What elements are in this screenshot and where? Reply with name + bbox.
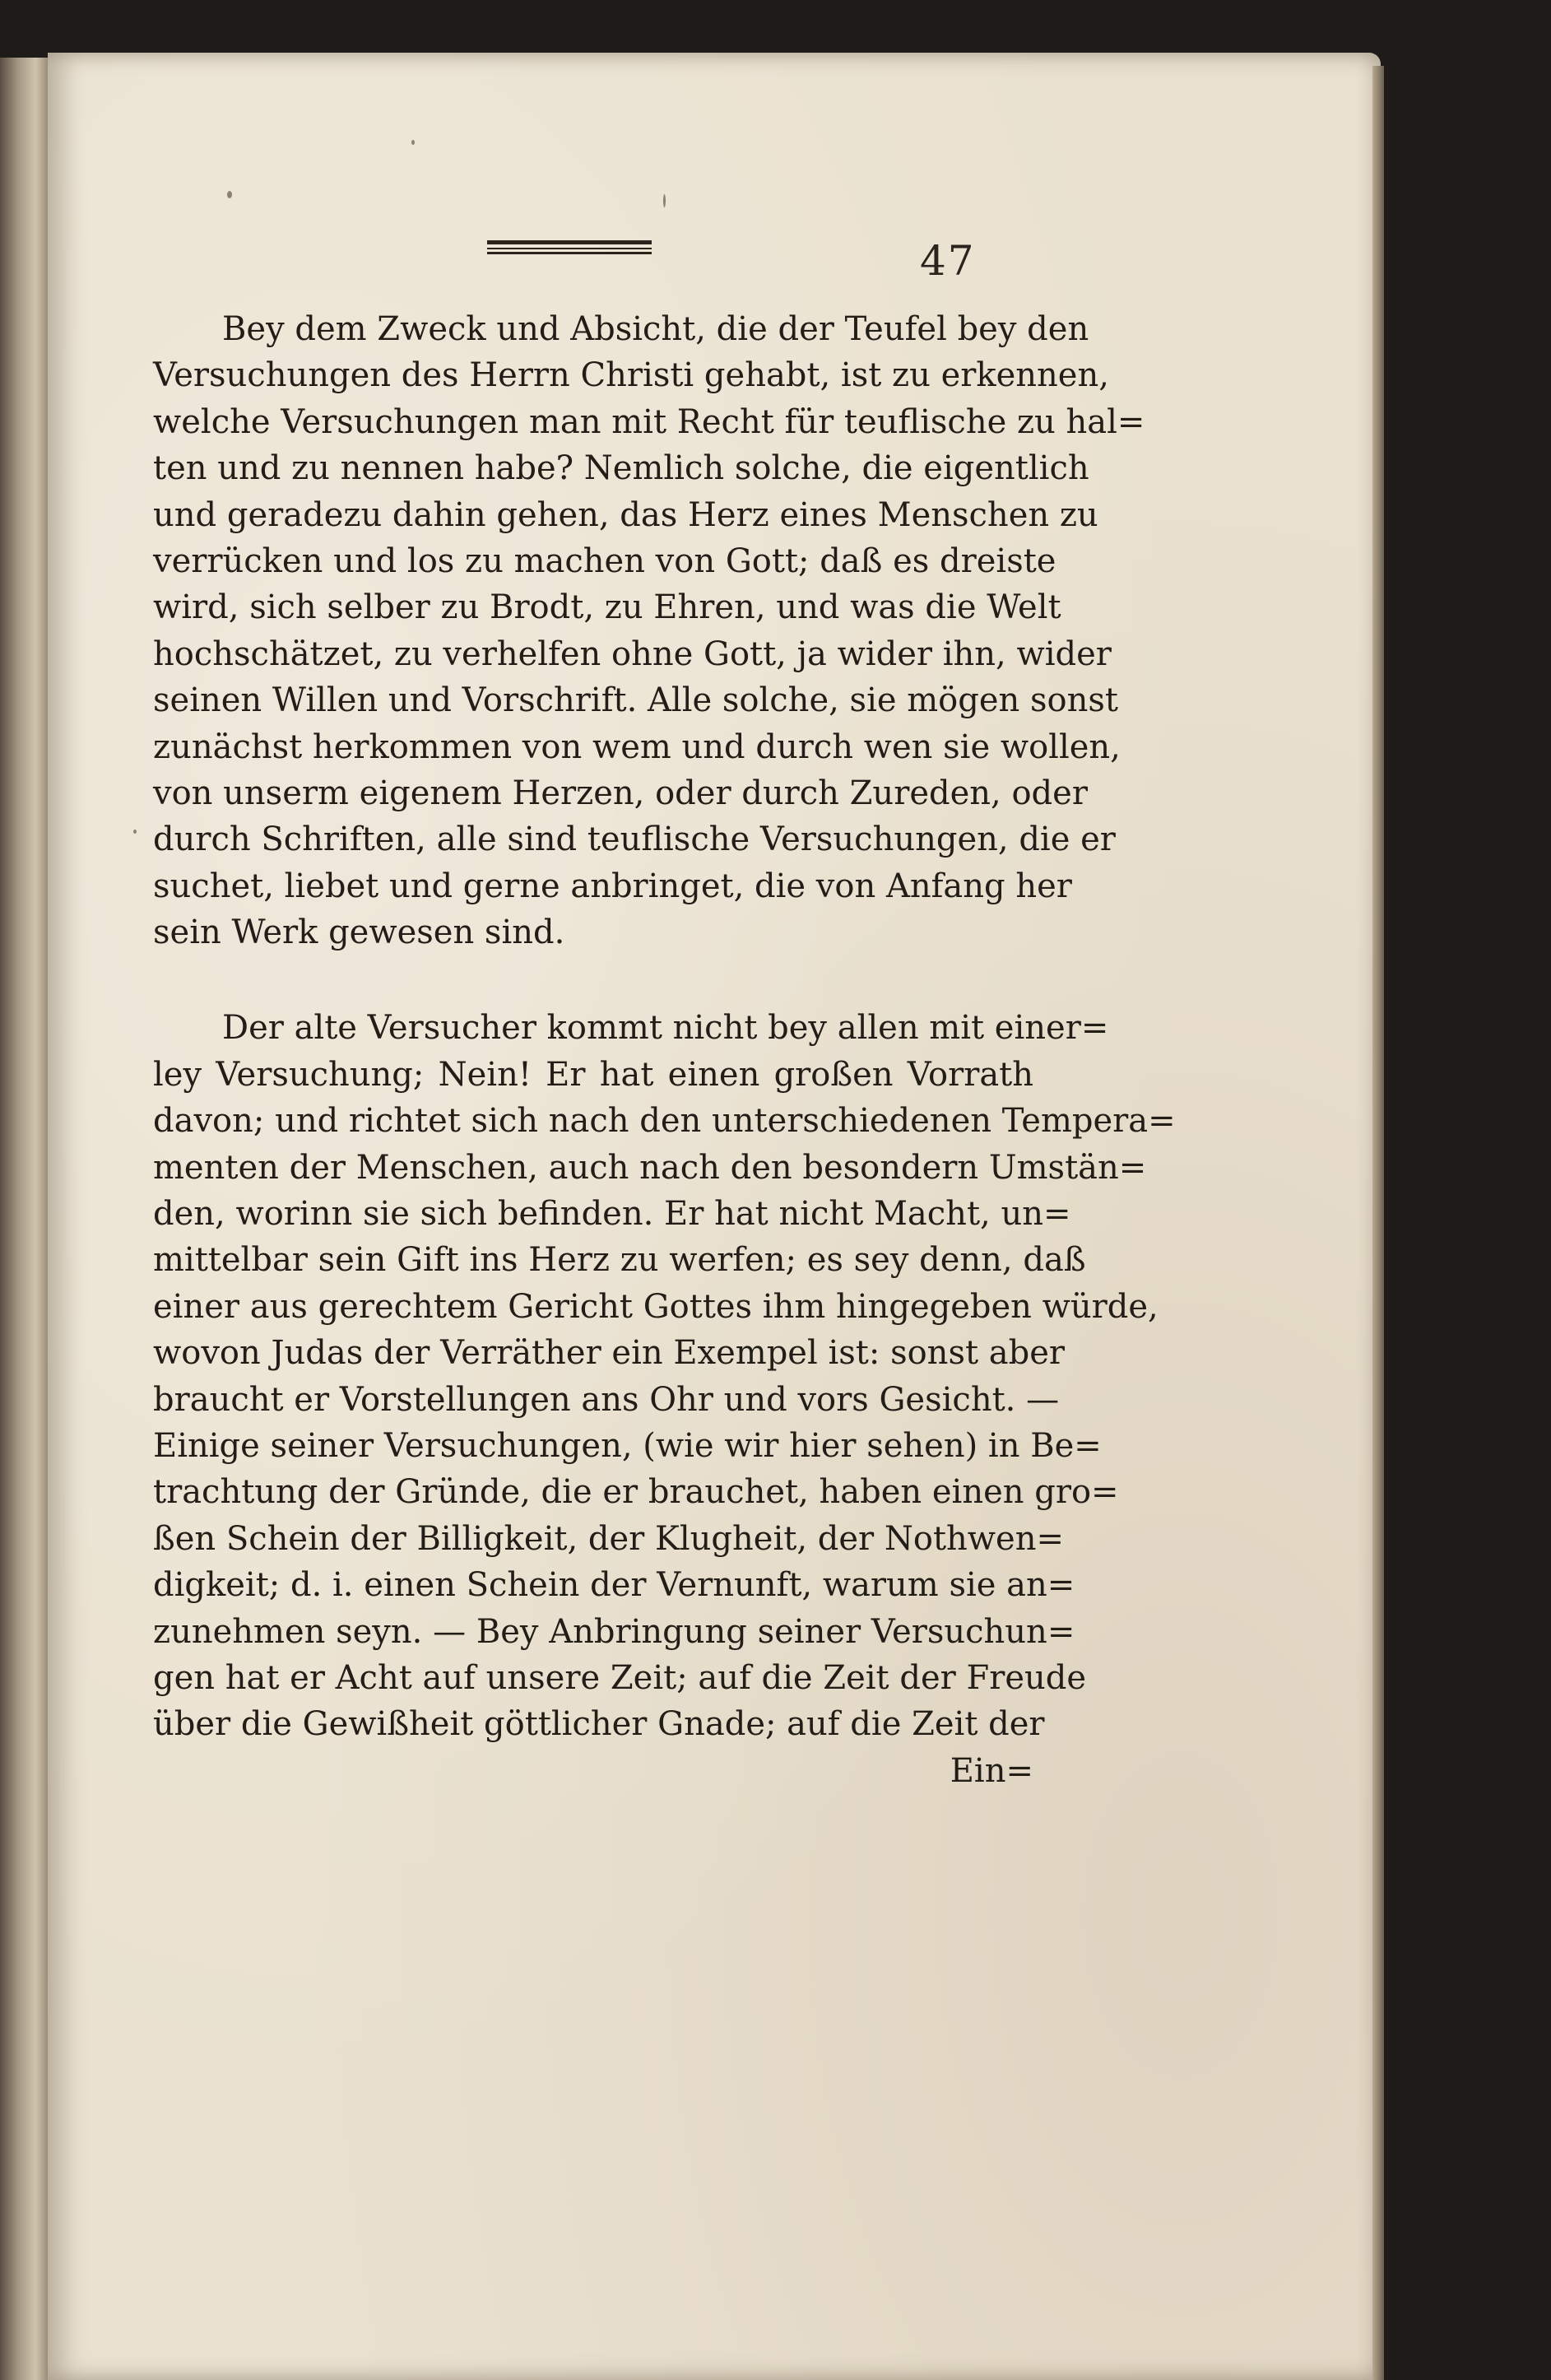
text-line: welche Versuchungen man mit Recht für teuflische zu hal= [153,402,1145,441]
text-line: Einige seiner Versuchungen, (wie wir hier sehen) in Be= [153,1426,1102,1465]
text-line: trachtung der Gründe, die er brauchet, haben einen gro= [153,1473,1119,1512]
text-line: ley Versuchung; Nein! Er hat einen großen Vorrath [153,1055,1033,1094]
paper-speck [663,194,666,207]
text-line: ßen Schein der Billigkeit, der Klugheit, der Nothwen= [153,1519,1064,1558]
catchword: Ein= [950,1751,1033,1790]
text-line: den, worinn sie sich befinden. Er hat nicht Macht, un= [153,1195,1071,1234]
text-line: seinen Willen und Vorschrift. Alle solche, sie mögen sonst [153,681,1118,720]
text-line: Versuchungen des Herrn Christi gehabt, ist zu erkennen, [153,356,1109,395]
text-line: gen hat er Acht auf unsere Zeit; auf die Zeit der Freude [153,1658,1087,1697]
text-line: und geradezu dahin gehen, das Herz eines Menschen zu [153,495,1098,534]
text-line: digkeit; d. i. einen Schein der Vernunft, warum sie an= [153,1566,1075,1605]
text-line: verrücken und los zu machen von Gott; daß es dreiste [153,542,1056,580]
text-line: zunehmen seyn. — Bey Anbringung seiner Versuchun= [153,1612,1075,1651]
text-line: Bey dem Zweck und Absicht, die der Teufel bey den [222,310,1089,348]
text-line: suchet, liebet und gerne anbringet, die von Anfang her [153,867,1072,905]
paper-speck [411,140,415,145]
text-line: menten der Menschen, auch nach den besondern Umstän= [153,1148,1147,1187]
text-line: sein Werk gewesen sind. [153,913,565,952]
paper-speck [133,830,137,834]
text-line: über die Gewißheit göttlicher Gnade; auf die Zeit der [153,1705,1045,1744]
text-line: wird, sich selber zu Brodt, zu Ehren, und was die Welt [153,588,1061,627]
text-line: braucht er Vorstellungen ans Ohr und vors Gesicht. — [153,1380,1060,1419]
page-number: 47 [920,237,976,285]
header-rule [487,240,652,255]
text-line: zunächst herkommen von wem und durch wen sie wollen, [153,727,1121,766]
text-line: Der alte Versucher kommt nicht bey allen mit einer= [222,1009,1109,1048]
text-line: wovon Judas der Verräther ein Exempel ist: sonst aber [153,1334,1066,1373]
text-line: ten und zu nennen habe? Nemlich solche, die eigentlich [153,449,1089,488]
text-line: durch Schriften, alle sind teuflische Versuchungen, die er [153,820,1116,859]
text-line: einer aus gerechtem Gericht Gottes ihm hingegeben würde, [153,1287,1159,1326]
body-text [153,306,1176,1794]
text-line: davon; und richtet sich nach den unterschiedenen Tempera= [153,1102,1176,1141]
text-line: mittelbar sein Gift ins Herz zu werfen; es sey denn, daß [153,1241,1086,1280]
text-line: hochschätzet, zu verhelfen ohne Gott, ja wider ihn, wider [153,635,1112,673]
page-fore-edge [1372,66,1384,2380]
previous-page-edge [0,58,51,2380]
paper-speck [227,191,232,198]
text-line: von unserm eigenem Herzen, oder durch Zureden, oder [153,774,1088,812]
